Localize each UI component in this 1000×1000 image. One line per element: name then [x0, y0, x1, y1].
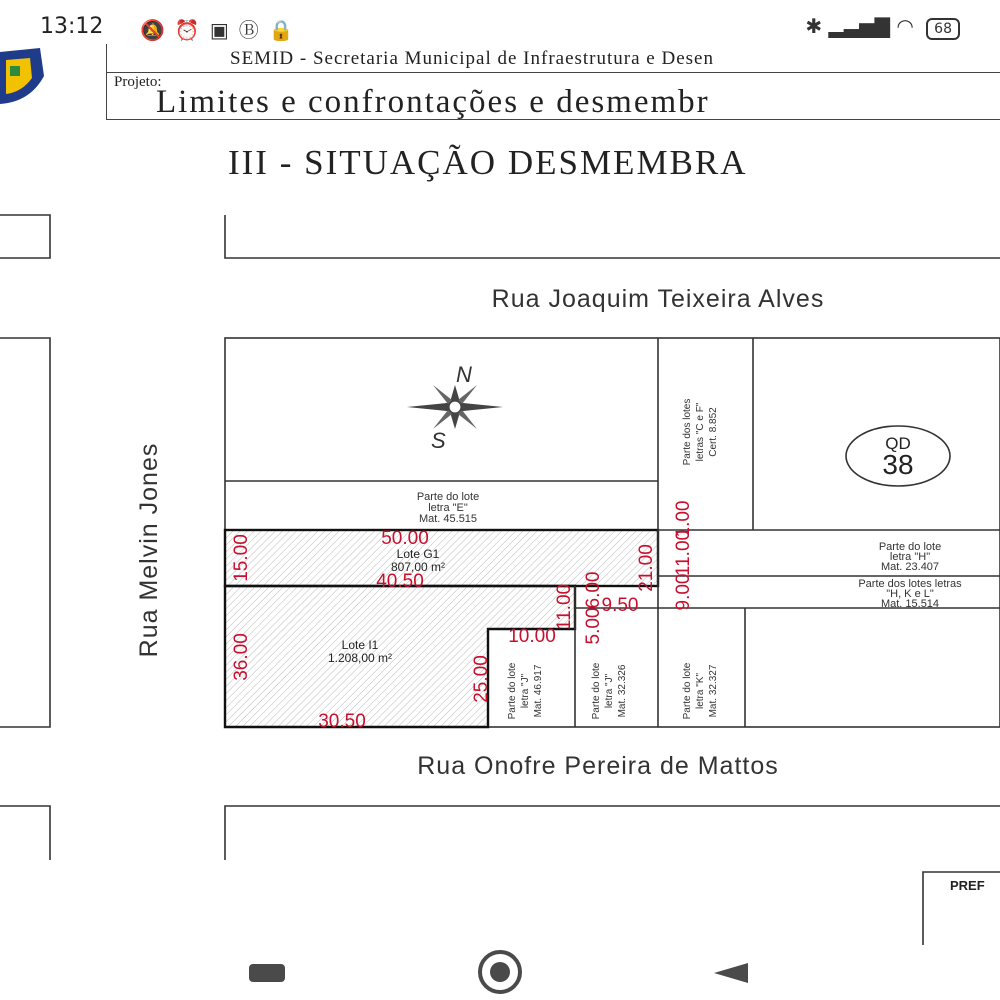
- compass-rose-icon: [407, 385, 503, 429]
- dimension-6: 6.00: [583, 571, 604, 609]
- block-outline: [0, 338, 50, 727]
- block-outline: [225, 806, 1000, 860]
- block-outline: [225, 215, 1000, 258]
- section-title: III - SITUAÇÃO DESMEMBRA: [228, 143, 748, 182]
- battery-icon: 68: [926, 18, 960, 40]
- lote-hkl-label: "H, K e L": [886, 588, 934, 600]
- dimension-i1-bottom: 30.50: [318, 711, 366, 732]
- dimension-21: 21.00: [636, 544, 657, 592]
- dimension-11-right: 11.00: [673, 529, 694, 577]
- street-bottom: Rua Onofre Pereira de Mattos: [417, 752, 779, 780]
- signal-icon: ▂▃▅▇: [828, 14, 890, 38]
- dimension-g1-left: 15.00: [231, 534, 252, 582]
- lote-h-label: letra "H": [889, 551, 931, 563]
- street-top: Rua Joaquim Teixeira Alves: [491, 285, 825, 313]
- dimension-1: 1.00: [673, 500, 694, 538]
- lock-app-icon: 🔒: [268, 18, 304, 42]
- lote-g1-area: 807,00 m²: [390, 560, 446, 574]
- lote-k-label: Mat. 32.327: [708, 664, 719, 718]
- dimension-11-left: 11.00: [554, 583, 575, 631]
- b-app-icon: Ⓑ: [238, 18, 269, 42]
- lote-k-label: Parte do lote: [682, 662, 693, 720]
- lote-cf-label: Cert. 8.852: [708, 407, 719, 457]
- lote-j2-label: Mat. 32.326: [617, 664, 628, 718]
- wifi-icon: ◠: [896, 14, 914, 38]
- lote-hkl-label: Parte dos lotes letras: [858, 578, 962, 590]
- lote-j1-label: Parte do lote: [507, 662, 518, 720]
- dimension-g1-bottom: 40.50: [376, 571, 424, 592]
- muted-icon: 🔕: [140, 18, 175, 42]
- lote-h-label: Parte do lote: [878, 541, 942, 553]
- block-outline: [0, 215, 50, 258]
- block-number: 38: [882, 449, 914, 480]
- dimension-g1-top: 50.00: [381, 528, 429, 549]
- street-left: Rua Melvin Jones: [135, 442, 163, 658]
- block-label: QD: [885, 434, 911, 453]
- lote-e-label: Mat. 45.515: [418, 513, 478, 525]
- nfc-icon: ▣: [209, 18, 239, 42]
- lote-cf-label: Parte dos lotes: [682, 398, 693, 466]
- alarm-icon: ⏰: [174, 18, 210, 42]
- organization-name: SEMID - Secretaria Municipal de Infraestrutura e Desen: [230, 48, 714, 69]
- dimension-9: 9.00: [673, 573, 694, 611]
- dimension-i1-left: 36.00: [231, 633, 252, 681]
- block-outline: [0, 806, 50, 860]
- dimension-i1-step: 10.00: [508, 626, 556, 647]
- lote-e-label: Parte do lote: [416, 491, 480, 503]
- lote-i1-name: Lote I1: [341, 638, 379, 652]
- lote-j1-label: letra "J": [520, 673, 531, 709]
- lote-cf-label: letras "C e F": [695, 402, 706, 462]
- lote-j1-label: Mat. 46.917: [533, 664, 544, 718]
- lote-hkl-label: Mat. 15.514: [880, 598, 940, 610]
- lote-e-label: letra "E": [428, 502, 468, 514]
- project-label: Projeto:: [114, 74, 162, 90]
- project-title: Limites e confrontações e desmembr: [156, 84, 710, 120]
- dimension-i1-inner: 25.00: [471, 655, 492, 703]
- navigation-bar: [0, 945, 1000, 1000]
- bluetooth-icon: ✱: [805, 14, 823, 38]
- lote-k-label: letra "K": [695, 672, 706, 710]
- compass-north-label: N: [456, 362, 472, 387]
- dimension-5: 5.00: [583, 607, 604, 645]
- compass-south-label: S: [431, 428, 446, 453]
- lote-h-label: Mat. 23.407: [880, 561, 940, 573]
- clock: 13:12: [40, 14, 104, 39]
- back-button[interactable]: [714, 963, 748, 983]
- dimension-9-50: 9.50: [601, 595, 639, 616]
- recent-apps-button[interactable]: [249, 964, 285, 982]
- lote-j2-label: letra "J": [604, 673, 615, 709]
- lote-i1-area: 1.208,00 m²: [327, 651, 393, 665]
- lote-g1-name: Lote G1: [396, 547, 440, 561]
- footer-stamp: PREF: [950, 878, 985, 893]
- lote-j2-label: Parte do lote: [591, 662, 602, 720]
